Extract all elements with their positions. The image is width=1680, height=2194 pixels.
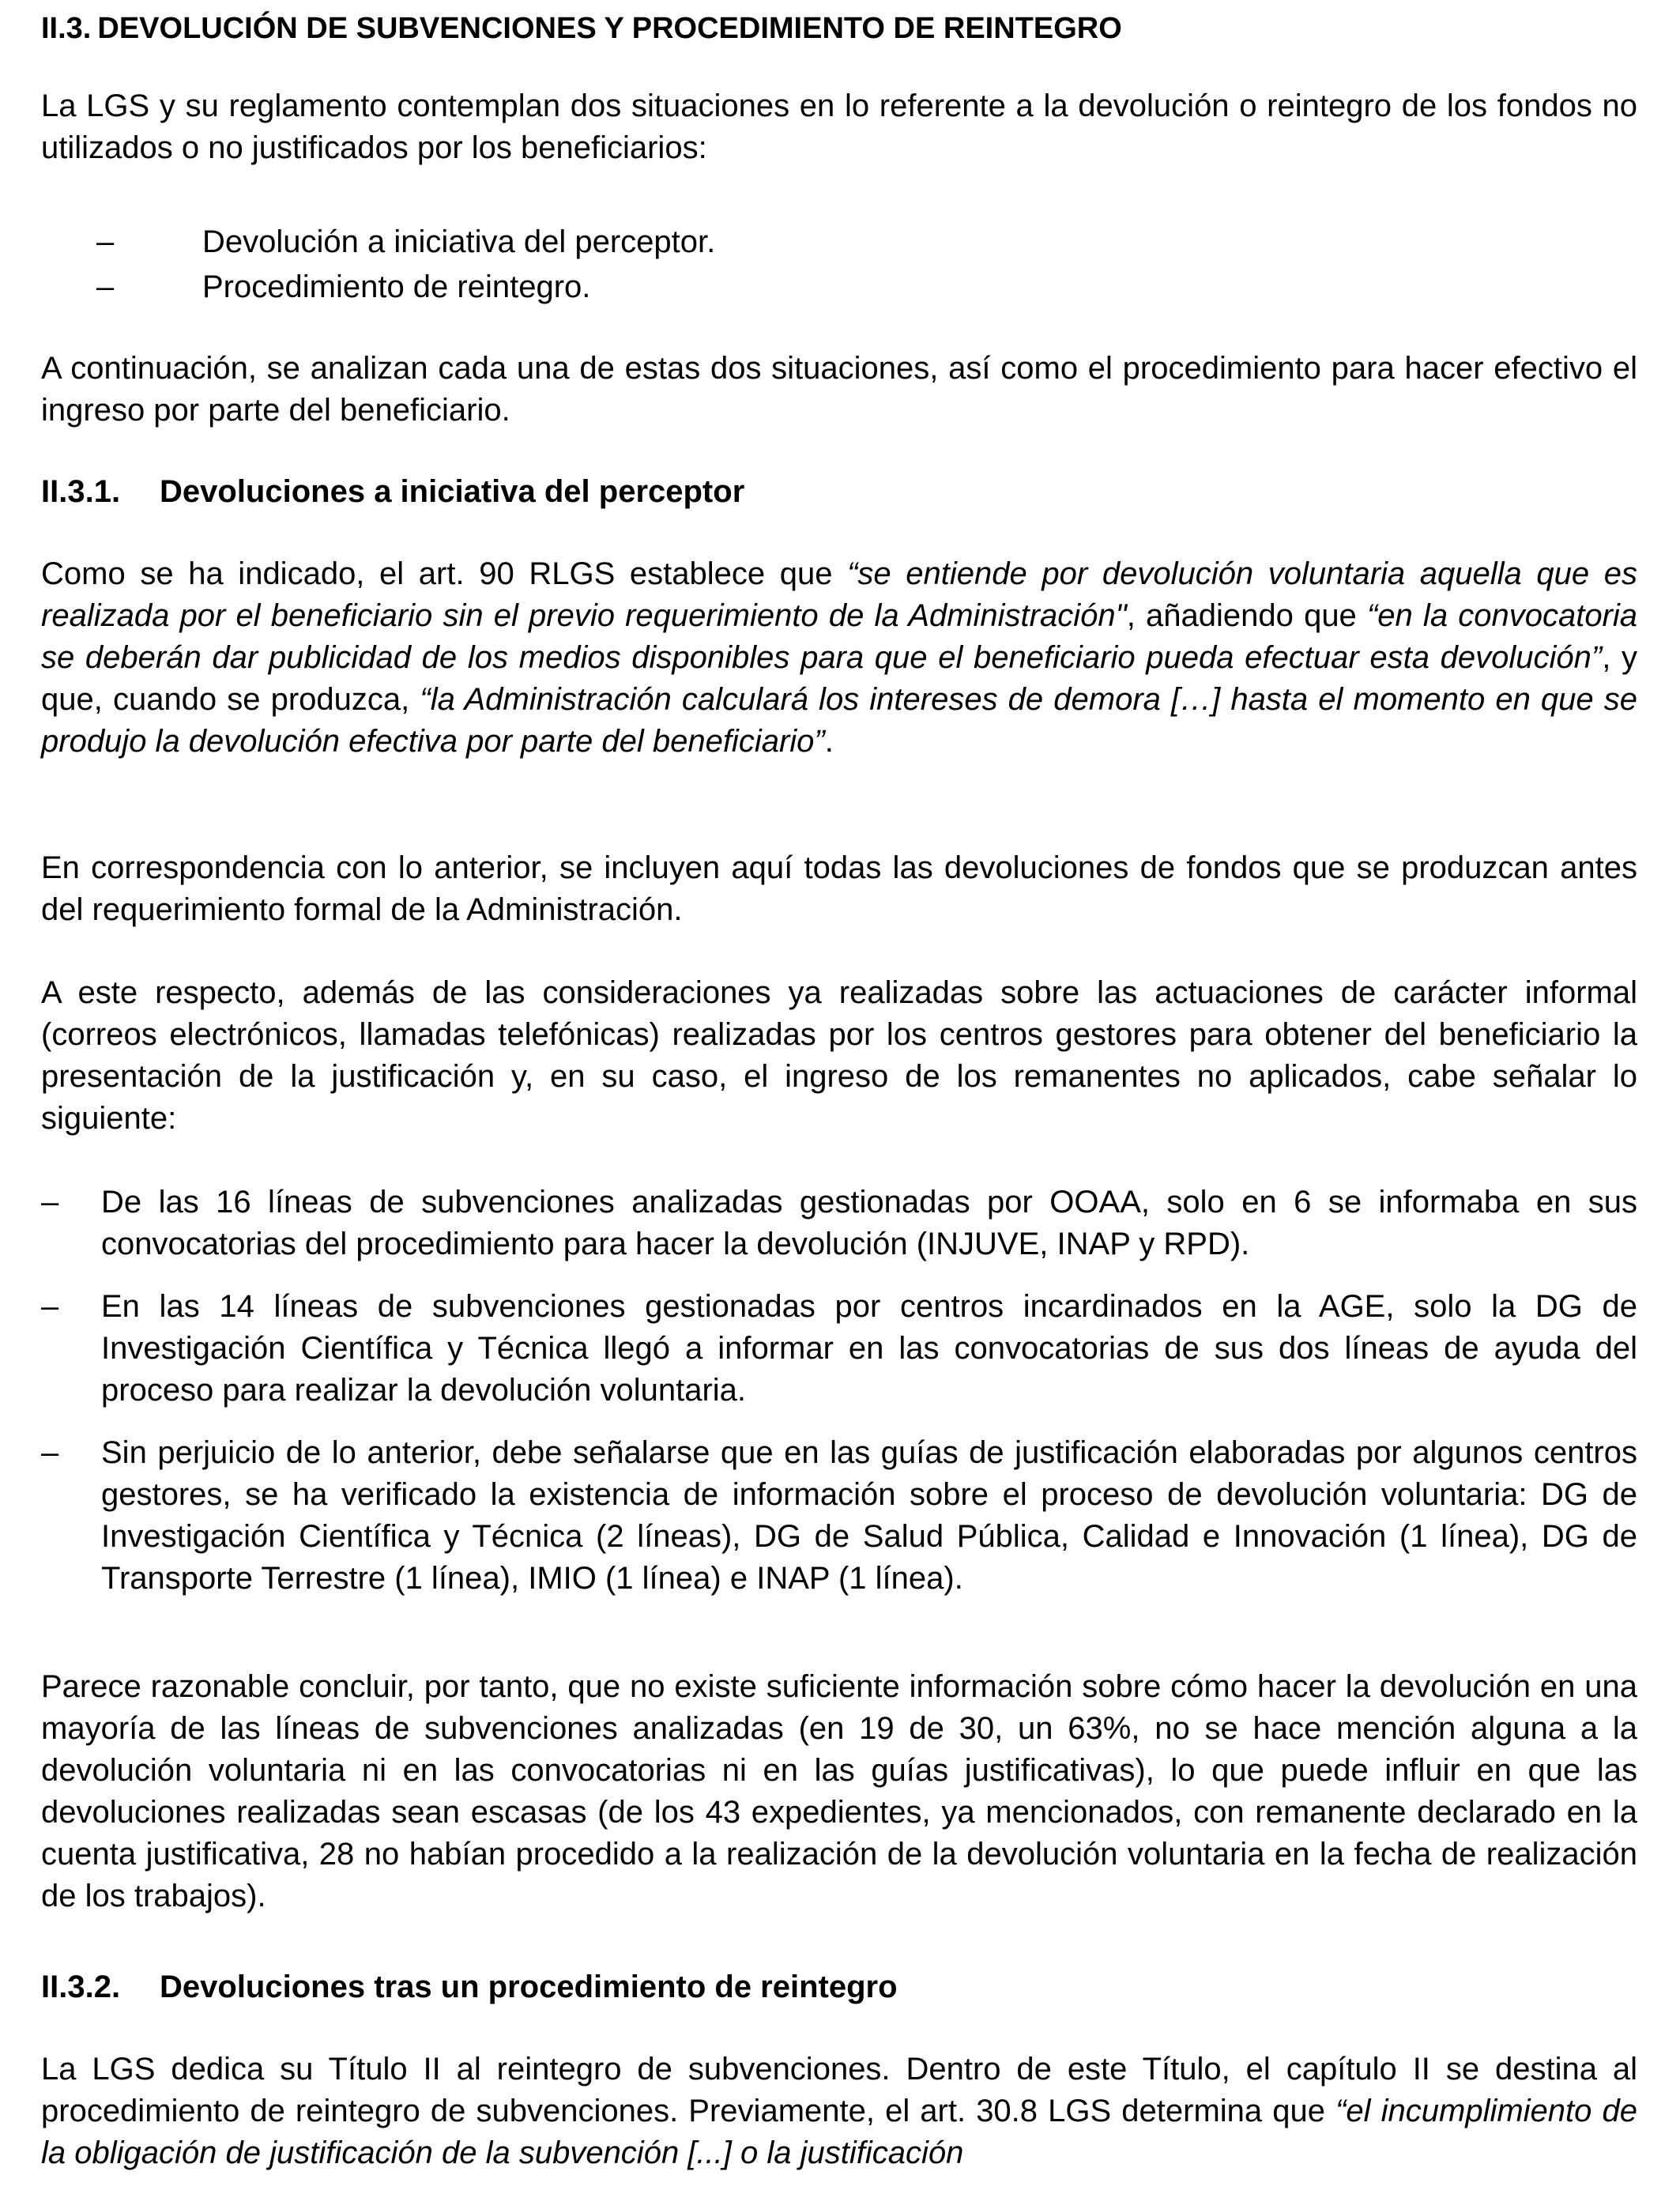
- quote-run: “en la convocatoria se deberán dar publicidad de los medios disponibles para que el beneficiario pueda efectuar esta devolución”: [41, 598, 1638, 675]
- subsection-title: Devoluciones tras un procedimiento de reintegro: [160, 1970, 898, 2004]
- quote-run: “el incumplimiento de la obligación de justificación de la subvención [...] o la justificación: [41, 2094, 1637, 2170]
- text-run: .: [824, 724, 834, 759]
- text-run: , y que, cuando se produzca,: [41, 640, 1637, 717]
- continuation-paragraph: A continuación, se analizan cada una de estas dos situaciones, así como el procedimiento para hacer efectivo el ingreso por parte del beneficiario.: [41, 351, 1637, 428]
- intro-paragraph: La LGS y su reglamento contemplan dos situaciones en lo referente a la devolución o reintegro de los fondos no utilizados o no justificados por los beneficiarios:: [41, 89, 1637, 165]
- dash-bullet: –: [41, 1289, 59, 1324]
- list-item-text: Procedimiento de reintegro.: [202, 270, 591, 304]
- conclusion-paragraph: Parece razonable concluir, por tanto, que no existe suficiente información sobre cómo hacer la devolución en una mayoría de las líneas de subvenciones analizadas (en 19 de 30, un 63%, no se hace mención alguna a la devolución voluntaria ni en las convocatorias ni en las guías justificativas), lo que puede influir en que las devoluciones realizadas sean escasas (de los 43 expedientes, ya mencionados, con remanente declarado en la cuenta justificativa, 28 no habían procedido a la realización de la devolución voluntaria en la fecha de realización de los trabajos).: [41, 1669, 1637, 1913]
- situations-list: [96, 220, 715, 310]
- dash-bullet: –: [41, 1185, 59, 1220]
- list-item-text: En las 14 líneas de subvenciones gestionadas por centros incardinados en la AGE, solo la DG de Investigación Científica y Técnica llegó a informar en las convocatorias de sus dos líneas de ayuda del proceso para realizar la devolución voluntaria.: [101, 1289, 1637, 1408]
- dash-bullet: –: [96, 224, 115, 259]
- subsection-title: Devoluciones a iniciativa del perceptor: [160, 474, 745, 509]
- list-item: [41, 1432, 1637, 1600]
- subsection-heading-2: [41, 1968, 898, 2006]
- list-item: [41, 1286, 1637, 1412]
- list-item: [41, 1182, 1637, 1265]
- correspondence-paragraph: En correspondencia con lo anterior, se incluyen aquí todas las devoluciones de fondos que se produzcan antes del requerimiento formal de la Administración.: [41, 850, 1637, 927]
- findings-list: [41, 1182, 1637, 1600]
- art90-paragraph: [41, 553, 1637, 763]
- list-item-text: De las 16 líneas de subvenciones analizadas gestionadas por OOAA, solo en 6 se informaba en sus convocatorias del procedimiento para hacer la devolución (INJUVE, INAP y RPD).: [101, 1185, 1637, 1261]
- section-number: II.3.: [41, 12, 92, 45]
- list-item: [96, 265, 715, 310]
- considerations-paragraph: A este respecto, además de las consideraciones ya realizadas sobre las actuaciones de carácter informal (correos electrónicos, llamadas telefónicas) realizadas por los centros gestores para obtener del beneficiario la presentación de la justificación y, en su caso, el ingreso de los remanentes no aplicados, cabe señalar lo siguiente:: [41, 975, 1637, 1136]
- list-item: [96, 220, 715, 265]
- dash-bullet: –: [41, 1435, 59, 1470]
- list-item-text: Sin perjuicio de lo anterior, debe señalarse que en las guías de justificación elaboradas por algunos centros gestores, se ha verificado la existencia de información sobre el proceso de devolución voluntaria: DG de Investigación Científica y Técnica (2 líneas), DG de Salud Pública, Calidad e Innovación (1 línea), DG de Transporte Terrestre (1 línea), IMIO (1 línea) e INAP (1 línea).: [101, 1435, 1637, 1596]
- text-run: La LGS dedica su Título II al reintegro de subvenciones. Dentro de este Título, el capítulo II se destina al procedimiento de reintegro de subvenciones. Previamente, el art. 30.8 LGS determina que: [41, 2052, 1637, 2128]
- lgs-paragraph: [41, 2049, 1637, 2174]
- subsection-number: II.3.2.: [41, 1970, 121, 2004]
- section-title: DEVOLUCIÓN DE SUBVENCIONES Y PROCEDIMIENTO DE REINTEGRO: [97, 12, 1122, 45]
- quote-run: “se entiende por devolución voluntaria aquella que es realizada por el beneficiario sin el previo requerimiento de la Administración": [41, 556, 1638, 633]
- list-item-text: Devolución a iniciativa del perceptor.: [202, 224, 716, 259]
- quote-run: “la Administración calculará los intereses de demora […] hasta el momento en que se produjo la devolución efectiva por parte del beneficiario”: [41, 682, 1637, 759]
- text-run: Como se ha indicado, el art. 90 RLGS establece que: [41, 556, 848, 591]
- text-run: , añadiendo que: [1126, 598, 1367, 633]
- section-heading: [41, 11, 1122, 46]
- subsection-number: II.3.1.: [41, 474, 121, 509]
- dash-bullet: –: [96, 270, 115, 304]
- subsection-heading-1: [41, 473, 744, 511]
